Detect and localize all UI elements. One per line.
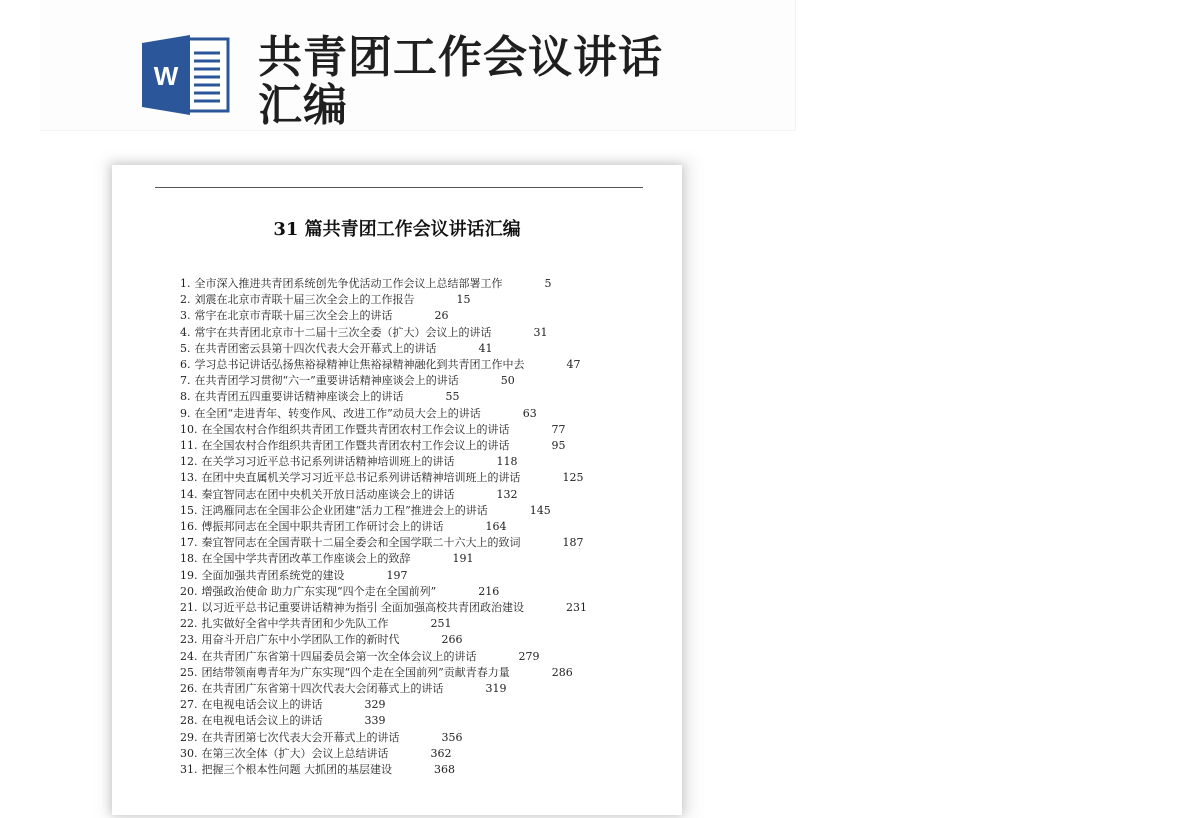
toc-item — [180, 325, 492, 341]
toc-item — [180, 746, 389, 762]
toc-item-number: 14. — [180, 488, 198, 501]
toc-item-number: 6. — [180, 358, 191, 371]
toc-item-page: 95 — [551, 439, 566, 452]
toc-item-number: 30. — [180, 747, 198, 760]
toc-item — [180, 713, 323, 729]
toc-item-page: 15 — [456, 293, 471, 306]
toc-item-page: 5 — [544, 277, 552, 290]
toc-item — [180, 438, 510, 454]
toc-item-page: 197 — [386, 569, 408, 582]
toc-item — [180, 600, 524, 616]
toc-item-number: 19. — [180, 569, 198, 582]
toc-item-page: 187 — [562, 536, 584, 549]
toc-item — [180, 649, 477, 665]
toc-item-text: 在共青团广东省第十四届委员会第一次全体会议上的讲话 — [201, 650, 477, 663]
toc-item-page: 164 — [485, 520, 507, 533]
toc-item-number: 17. — [180, 536, 198, 549]
toc-item-number: 25. — [180, 666, 198, 679]
toc-item-page: 31 — [533, 326, 548, 339]
toc-item-text: 学习总书记讲话弘扬焦裕禄精神让焦裕禄精神融化到共青团工作中去 — [194, 358, 525, 371]
toc-item-text: 秦宜智同志在全国青联十二届全委会和全国学联二十六大上的致词 — [201, 536, 521, 549]
toc-item-page: 362 — [430, 747, 452, 760]
toc-item-text: 秦宜智同志在团中央机关开放日活动座谈会上的讲话 — [201, 488, 455, 501]
toc-item-page: 118 — [496, 455, 518, 468]
toc-item-number: 22. — [180, 617, 198, 630]
toc-item-number: 15. — [180, 504, 198, 517]
toc-item-number: 23. — [180, 633, 198, 646]
toc-item-number: 31. — [180, 763, 198, 776]
toc-item-page: 77 — [551, 423, 566, 436]
toc-item-number: 28. — [180, 714, 198, 727]
toc-item — [180, 762, 392, 778]
toc-item-number: 2. — [180, 293, 191, 306]
toc-item-number: 20. — [180, 585, 198, 598]
toc-item-number: 4. — [180, 326, 191, 339]
toc-item-number: 13. — [180, 471, 198, 484]
toc-item-number: 7. — [180, 374, 191, 387]
toc-item — [180, 406, 481, 422]
toc-item-number: 9. — [180, 407, 191, 420]
toc-item-text: 在电视电话会议上的讲话 — [201, 698, 323, 711]
toc-item-page: 41 — [478, 342, 493, 355]
toc-item-number: 18. — [180, 552, 198, 565]
toc-item — [180, 357, 525, 373]
toc-item — [180, 665, 510, 681]
toc-item-text: 在团中央直属机关学习习近平总书记系列讲话精神培训班上的讲话 — [201, 471, 521, 484]
toc-item — [180, 519, 444, 535]
toc-item-text: 在全国农村合作组织共青团工作暨共青团农村工作会议上的讲话 — [201, 439, 510, 452]
word-document-icon — [142, 33, 230, 117]
toc-item-number: 27. — [180, 698, 198, 711]
toc-item — [180, 276, 503, 292]
toc-item — [180, 616, 389, 632]
toc-item-text: 在共青团五四重要讲话精神座谈会上的讲话 — [194, 390, 404, 403]
toc-item-page: 47 — [566, 358, 581, 371]
toc-item-page: 251 — [430, 617, 452, 630]
toc-item-number: 16. — [180, 520, 198, 533]
toc-item-text: 傅振邦同志在全国中职共青团工作研讨会上的讲话 — [201, 520, 444, 533]
toc-item-number: 11. — [180, 439, 198, 452]
toc-item — [180, 308, 393, 324]
toc-item — [180, 697, 323, 713]
toc-item-text: 刘震在北京市青联十届三次全会上的工作报告 — [194, 293, 415, 306]
toc-item-page: 368 — [434, 763, 455, 776]
toc-item — [180, 389, 404, 405]
toc-item-page: 132 — [496, 488, 518, 501]
toc-item-page: 231 — [566, 601, 587, 614]
toc-item-text: 在共青团密云县第十四次代表大会开幕式上的讲话 — [194, 342, 437, 355]
word-icon-letter: W — [153, 61, 179, 91]
toc-item-number: 21. — [180, 601, 198, 614]
toc-item-number: 10. — [180, 423, 198, 436]
page-title-line-1: 共青团工作会议讲话 — [258, 32, 663, 83]
toc-item — [180, 632, 400, 648]
toc-item-text: 团结带领南粤青年为广东实现“四个走在全国前列”贡献青春力量 — [201, 666, 510, 679]
toc-item-text: 在共青团学习贯彻“六一”重要讲话精神座谈会上的讲话 — [194, 374, 459, 387]
toc-item-text: 把握三个根本性问题 大抓团的基层建设 — [201, 763, 392, 776]
toc-item-number: 12. — [180, 455, 198, 468]
toc-item-page: 356 — [441, 731, 463, 744]
page-title-line-2: 汇编 — [258, 80, 348, 131]
toc-item-page: 339 — [364, 714, 386, 727]
toc-item-text: 在全国农村合作组织共青团工作暨共青团农村工作会议上的讲话 — [201, 423, 510, 436]
toc-item-text: 以习近平总书记重要讲话精神为指引 全面加强高校共青团政治建设 — [201, 601, 524, 614]
toc-item-page: 286 — [551, 666, 573, 679]
toc-item-page: 55 — [445, 390, 460, 403]
toc-item-text: 增强政治使命 助力广东实现“四个走在全国前列” — [201, 585, 437, 598]
toc-item-page: 50 — [500, 374, 515, 387]
toc-item-page: 191 — [452, 552, 474, 565]
toc-item-text: 汪鸿雁同志在全国非公企业团建“活力工程”推进会上的讲话 — [201, 504, 488, 517]
toc-item-text: 在第三次全体（扩大）会议上总结讲话 — [201, 747, 389, 760]
toc-item-text: 扎实做好全省中学共青团和少先队工作 — [201, 617, 389, 630]
toc-item-page: 216 — [478, 585, 500, 598]
toc-item-text: 在全国中学共青团改革工作座谈会上的致辞 — [201, 552, 411, 565]
toc-item-page: 63 — [522, 407, 537, 420]
toc-item — [180, 681, 444, 697]
toc-item-text: 在共青团第七次代表大会开幕式上的讲话 — [201, 731, 400, 744]
toc-item — [180, 470, 521, 486]
toc-item-text: 用奋斗开启广东中小学团队工作的新时代 — [201, 633, 400, 646]
toc-item-text: 在关学习习近平总书记系列讲话精神培训班上的讲话 — [201, 455, 455, 468]
toc-item — [180, 584, 436, 600]
header-rule — [155, 187, 643, 188]
toc-item-number: 1. — [180, 277, 191, 290]
toc-item-page: 329 — [364, 698, 386, 711]
toc-item-number: 26. — [180, 682, 198, 695]
toc-item — [180, 503, 488, 519]
toc-item — [180, 535, 521, 551]
toc-item-number: 29. — [180, 731, 198, 744]
toc-item-page: 125 — [562, 471, 584, 484]
toc-item-text: 在共青团广东省第十四次代表大会闭幕式上的讲话 — [201, 682, 444, 695]
toc-item-number: 24. — [180, 650, 198, 663]
toc-item — [180, 422, 510, 438]
toc-item-page: 266 — [441, 633, 463, 646]
toc-item — [180, 341, 437, 357]
toc-item-page: 319 — [485, 682, 507, 695]
toc-item-number: 3. — [180, 309, 191, 322]
toc-item — [180, 454, 455, 470]
toc-item-page: 26 — [434, 309, 449, 322]
document-title: 31 篇共青团工作会议讲话汇编 — [273, 219, 521, 240]
toc-item-number: 5. — [180, 342, 191, 355]
document-page — [112, 165, 682, 815]
toc-item-text: 在全团“走进青年、转变作风、改进工作”动员大会上的讲话 — [194, 407, 481, 420]
toc-item — [180, 568, 345, 584]
toc-item-text: 常宇在北京市青联十届三次全会上的讲话 — [194, 309, 393, 322]
toc-item-text: 全市深入推进共青团系统创先争优活动工作会议上总结部署工作 — [194, 277, 503, 290]
toc-item-text: 常宇在共青团北京市十二届十三次全委（扩大）会议上的讲话 — [194, 326, 492, 339]
toc-item — [180, 292, 415, 308]
toc-item — [180, 373, 459, 389]
toc-item-page: 279 — [518, 650, 540, 663]
toc-item — [180, 551, 411, 567]
page-title — [258, 34, 728, 130]
toc-item-page: 145 — [529, 504, 551, 517]
toc-item-number: 8. — [180, 390, 191, 403]
toc-item-text: 在电视电话会议上的讲话 — [201, 714, 323, 727]
toc-item — [180, 730, 400, 746]
toc-item — [180, 487, 455, 503]
toc-item-text: 全面加强共青团系统党的建设 — [201, 569, 345, 582]
